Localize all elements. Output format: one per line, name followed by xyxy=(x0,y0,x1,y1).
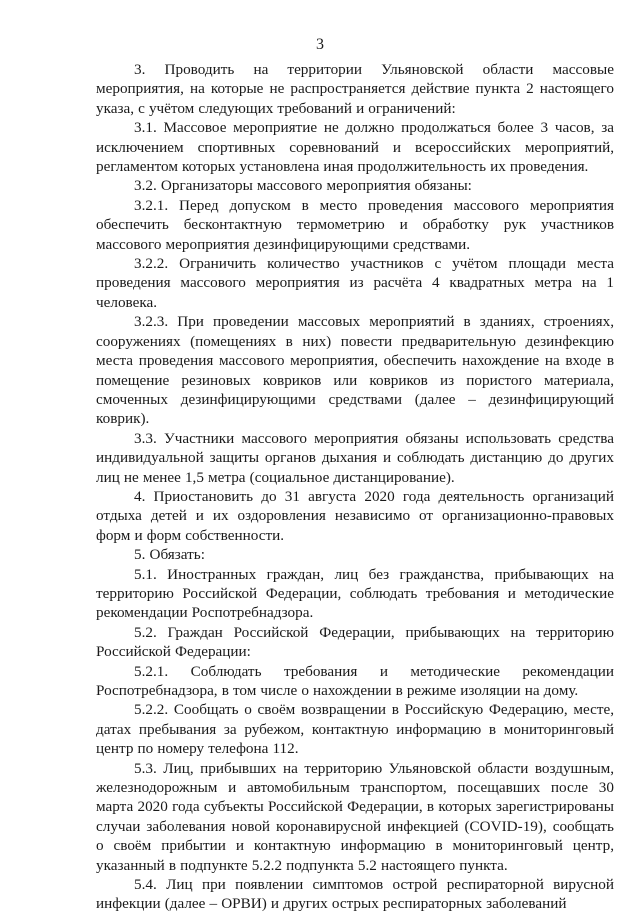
paragraph-3-2-3: 3.2.3. При проведении массовых мероприятий в зданиях, строениях, сооружениях (помещениях в них) повести предварительную дезинфекцию места проведения массового мероприятия, обеспечить нахождение на входе в помещение резиновых ковриков или ковриков из пористого материала, смоченных дезинфицирующими средствами (далее – дезинфицирующий коврик). xyxy=(96,313,614,428)
paragraph-3-2: 3.2. Организаторы массового мероприятия обязаны: xyxy=(134,177,472,195)
paragraph-5: 5. Обязать: xyxy=(134,546,205,564)
paragraph-3-2-1: 3.2.1. Перед допуском в место проведения массового мероприятия обеспечить бесконтактную термометрию и обработку рук участников массового мероприятия дезинфицирующими средствами. xyxy=(96,196,614,253)
paragraph-5-4: 5.4. Лиц при появлении симптомов острой респираторной вирусной инфекции (далее – ОРВИ) и других острых респираторных заболеваний xyxy=(96,876,614,913)
paragraph-3: 3. Проводить на территории Ульяновской области массовые мероприятия, на которые не распространяется действие пункта 2 настоящего указа, с учётом следующих требований и ограничений: xyxy=(96,61,614,117)
paragraph-3-3: 3.3. Участники массового мероприятия обязаны использовать средства индивидуальной защиты органов дыхания и соблюдать дистанцию до других лиц не менее 1,5 метра (социальное дистанцирование). xyxy=(96,429,614,486)
page-number: 3 xyxy=(316,36,324,53)
document-body xyxy=(96,60,614,914)
paragraph-5-2: 5.2. Граждан Российской Федерации, прибывающих на территорию Российской Федерации: xyxy=(96,623,614,661)
paragraph-3-1: 3.1. Массовое мероприятие не должно продолжаться более 3 часов, за исключением спортивных соревнований и всероссийских мероприятий, регламентом которых установлена иная продолжительность их проведения. xyxy=(96,119,614,176)
paragraph-3-2-2: 3.2.2. Ограничить количество участников с учётом площади места проведения массового мероприятия из расчёта 4 квадратных метра на 1 человека. xyxy=(96,255,614,311)
paragraph-5-2-2: 5.2.2. Сообщать о своём возвращении в Российскую Федерацию, месте, датах пребывания за рубежом, контактную информацию в мониторинговый центр по номеру телефона 112. xyxy=(96,701,614,758)
paragraph-5-3: 5.3. Лиц, прибывших на территорию Ульяновской области воздушным, железнодорожным и автомобильным транспортом, посещавших после 30 марта 2020 года субъекты Российской Федерации, в которых зарегистрированы случаи заболевания новой коронавирусной инфекцией (COVID-19), сообщать о своём прибытии и контактную информацию в мониторинговый центр, указанный в подпункте 5.2.2 подпункта 5.2 настоящего пункта. xyxy=(96,759,614,874)
paragraph-4: 4. Приостановить до 31 августа 2020 года деятельность организаций отдыха детей и их оздоровления независимо от организационно-правовых форм и форм собственности. xyxy=(96,487,614,544)
paragraph-5-1: 5.1. Иностранных граждан, лиц без гражданства, прибывающих на территорию Российской Федерации, соблюдать требования и методические рекомендации Роспотребнадзора. xyxy=(96,565,614,622)
paragraph-5-2-1: 5.2.1. Соблюдать требования и методические рекомендации Роспотребнадзора, в том числе о нахождении в режиме изоляции на дому. xyxy=(96,662,614,699)
